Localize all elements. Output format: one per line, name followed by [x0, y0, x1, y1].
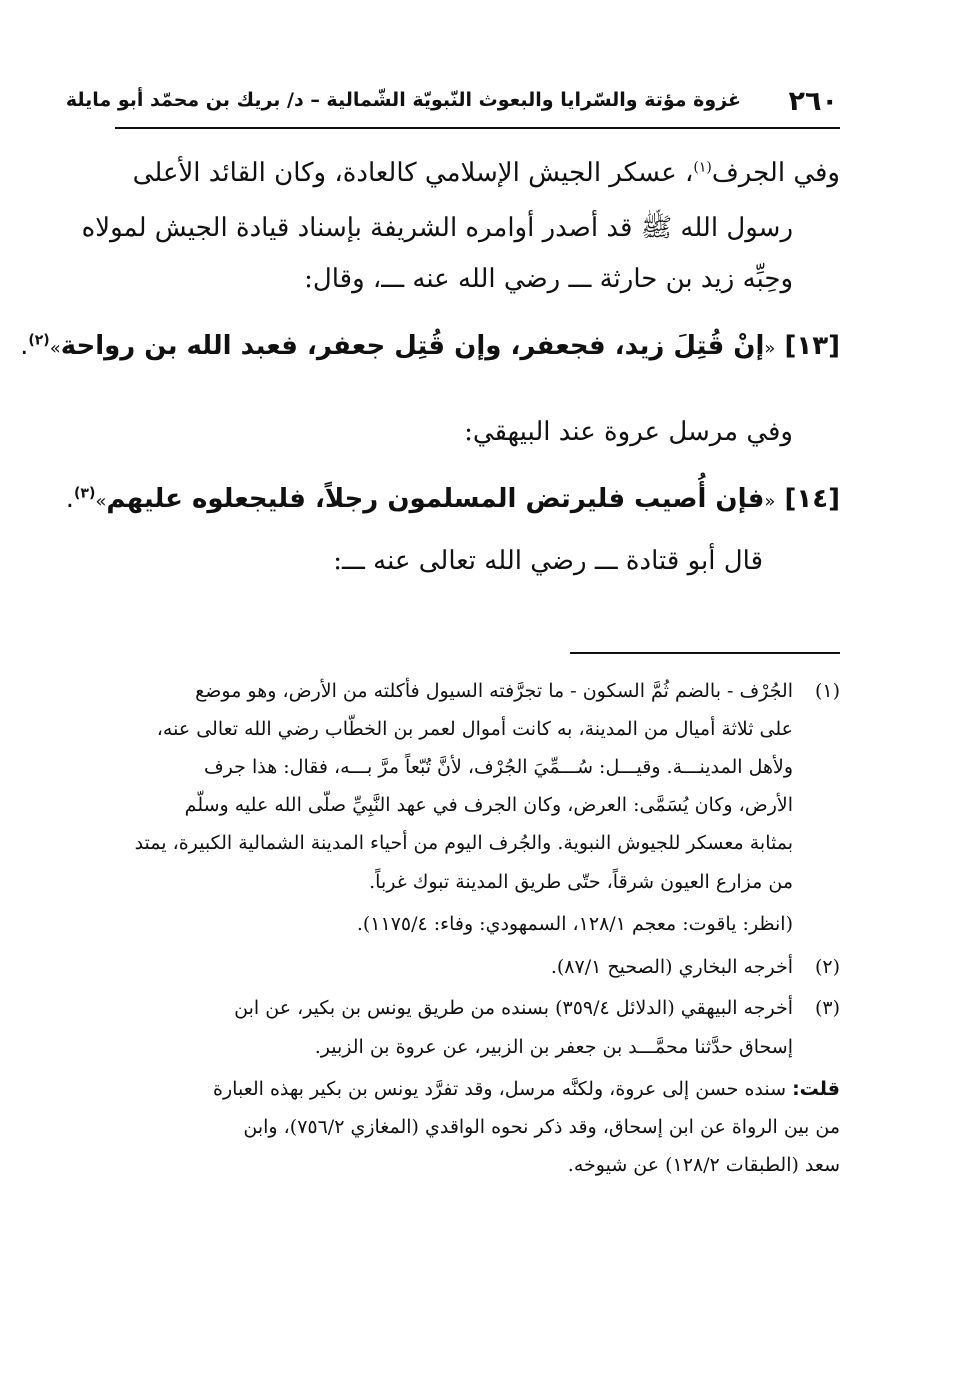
hadith-14 — [66, 484, 840, 514]
header-rule — [115, 127, 840, 129]
hadith-text: إنْ قُتِلَ زيد، فجعفر، وإن قُتِل جعفر، فعبد الله بن رواحة — [60, 331, 765, 361]
hadith-text: فإن أُصيب فليرتض المسلمون رجلاً، فليجعلوه عليهم — [106, 484, 765, 514]
close-quote: » — [49, 338, 61, 359]
footnote-3-line-4: من بين الرواة عن ابن إسحاق، وقد ذكر نحوه الواقدي (المغازي ٧٥٦/٢)، وابن — [243, 1116, 840, 1138]
footnote-3-number: (٣) — [814, 997, 840, 1019]
body-text: وفي الجرف — [711, 158, 840, 188]
footnote-1-line-5: بمثابة معسكر للجيوش النبوية. والجُرف اليوم من أحياء المدينة الشمالية الكبيرة، يمتد — [134, 832, 793, 854]
footnote-rule — [570, 652, 840, 654]
hadith-number: [١٣] — [784, 331, 840, 361]
open-quote: « — [764, 338, 776, 359]
footnote-3-line-1: أخرجه البيهقي (الدلائل ٣٥٩/٤) بسنده من طريق يونس بن بكير، عن ابن — [234, 997, 793, 1019]
open-quote: « — [764, 491, 776, 512]
footnote-1-line-4: الأرض، وكان يُسَمَّى: العرض، وكان الجرف في عهد النَّبِيِّ صلّى الله عليه وسلّم — [184, 794, 793, 816]
footnote-2-line-1: أخرجه البخاري (الصحيح ٨٧/١). — [550, 956, 793, 978]
body-line-1 — [133, 158, 840, 188]
footnote-3-line-5: سعد (الطبقات ١٢٨/٢) عن شيوخه. — [567, 1154, 840, 1176]
footnote-ref-3[interactable]: (٣) — [74, 485, 96, 502]
footnote-1-line-6: من مزارع العيون شرقاً، حتّى طريق المدينة تبوك غرباً. — [369, 871, 793, 893]
footnote-1-line-2: على ثلاثة أميال من المدينة، به كانت أموال لعمر بن الخطّاب رضي الله تعالى عنه، — [156, 718, 793, 740]
running-header-title: غزوة مؤتة والسّرايا والبعوث النّبويّة الشّمالية – د/ بريك بن محمّد أبو مايلة — [65, 89, 741, 111]
body-line-2: رسول الله ﷺ قد أصدر أوامره الشريفة بإسناد قيادة الجيش لمولاه — [81, 213, 793, 243]
page-number: ٢٦٠ — [788, 86, 838, 117]
body-line-3: وحِبِّه زيد بن حارثة ـــ رضي الله عنه ـــ، وقال: — [304, 264, 793, 294]
footnote-2-number: (٢) — [814, 956, 840, 978]
hadith-number: [١٤] — [784, 484, 840, 514]
close-quote: » — [95, 491, 107, 512]
footnote-3-line-3 — [213, 1078, 840, 1100]
qult-label: قلت: — [792, 1078, 840, 1100]
footnote-1-number: (١) — [814, 680, 840, 702]
period: . — [20, 331, 29, 361]
footnote-ref-2[interactable]: (٢) — [28, 332, 50, 349]
footnote-1-line-7: (انظر: ياقوت: معجم ١٢٨/١، السمهودي: وفاء: ١١٧٥/٤). — [356, 913, 793, 935]
footnote-ref-1[interactable]: (١) — [693, 159, 712, 176]
body-text: ، عسكر الجيش الإسلامي كالعادة، وكان القائد الأعلى — [132, 158, 694, 188]
footnote-1-line-3: ولأهل المدينـــة. وقيـــل: سُـــمِّيَ الجُرْف، لأنَّ تُبّعاً مرَّ بـــه، فقال: هذا جرف — [203, 756, 793, 778]
footnote-1-line-1: الجُرْف - بالضم ثُمَّ السكون - ما تجرَّفته السيول فأكلته من الأرض، وهو موضع — [195, 680, 793, 702]
period: . — [65, 484, 74, 514]
body-line-5: قال أبو قتادة ـــ رضي الله تعالى عنه ـــ: — [333, 546, 763, 576]
footnote-3-line-2: إسحاق حدَّثنا محمَّـــد بن جعفر بن الزبير، عن عروة بن الزبير. — [314, 1036, 793, 1058]
hadith-13 — [20, 331, 840, 361]
body-line-4: وفي مرسل عروة عند البيهقي: — [464, 417, 793, 447]
footnote-text: سنده حسن إلى عروة، ولكنَّه مرسل، وقد تفرَّد يونس بن بكير بهذه العبارة — [213, 1078, 793, 1100]
